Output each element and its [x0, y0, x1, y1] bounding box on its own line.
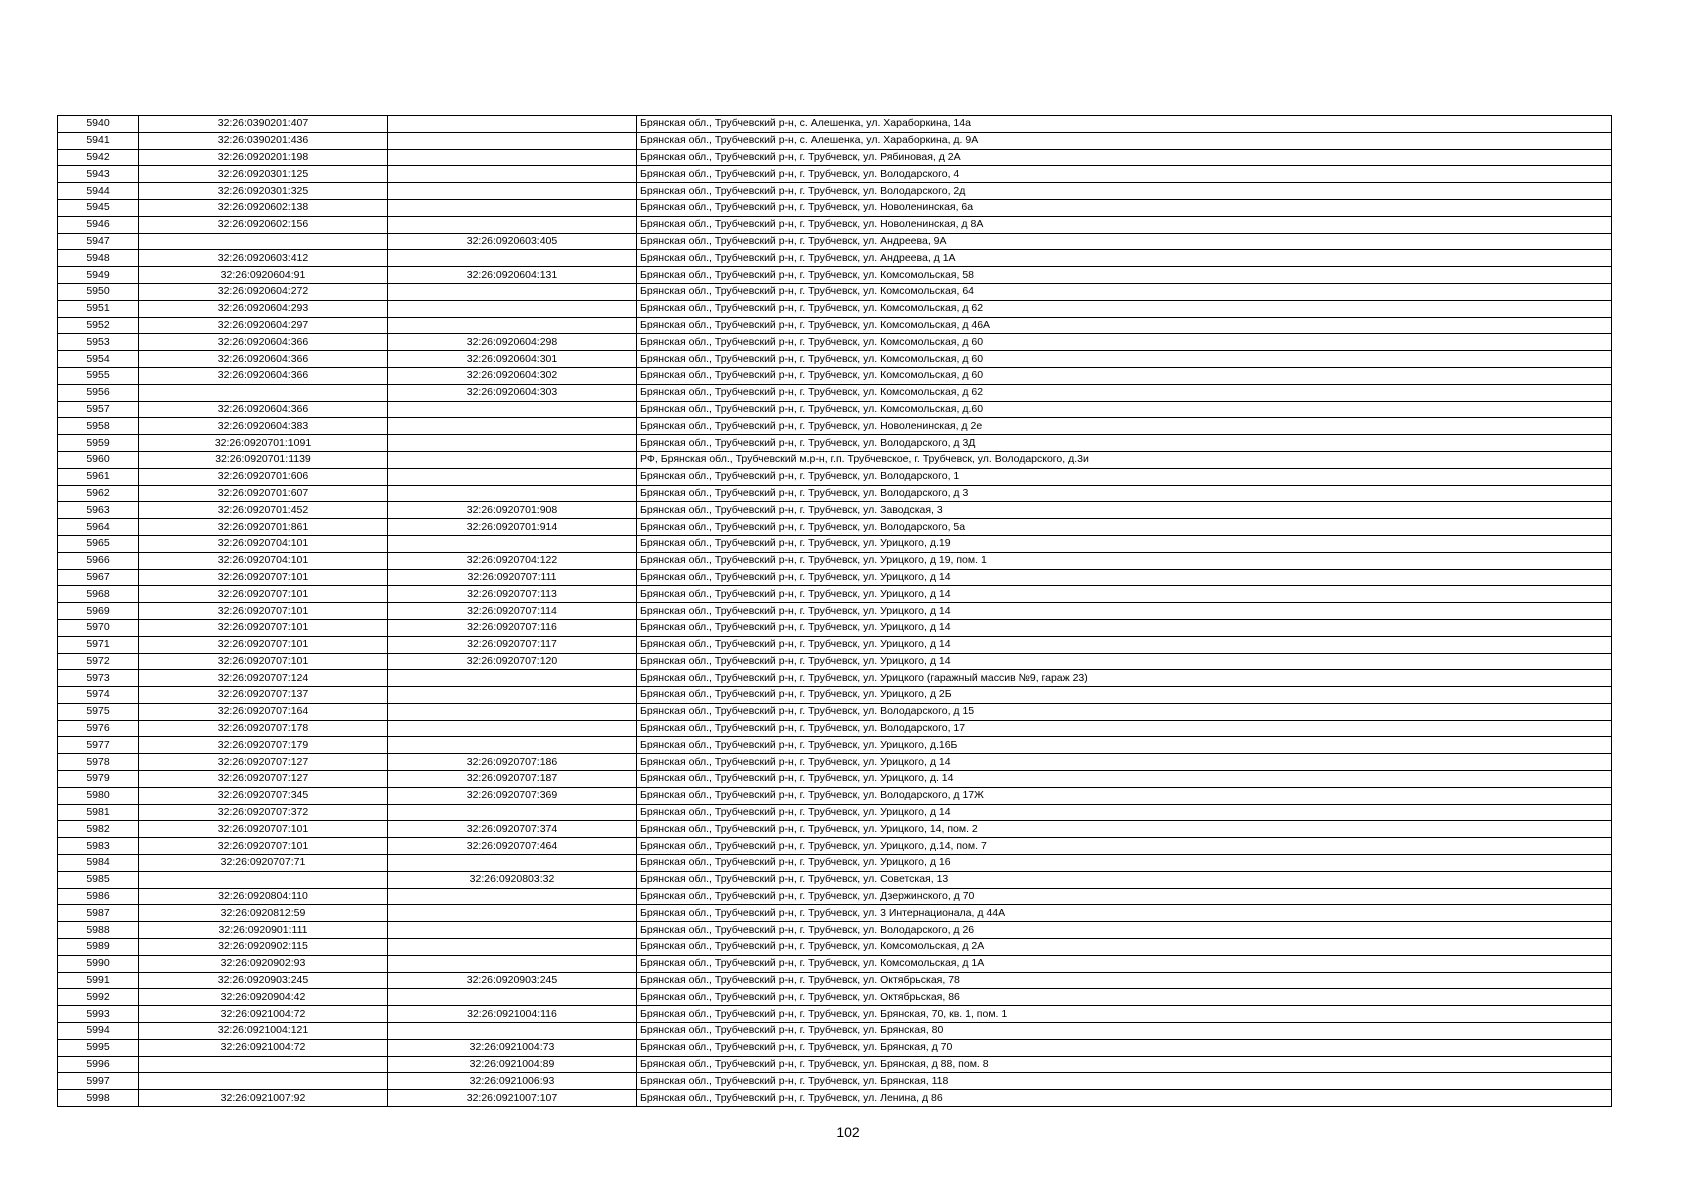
cadastral-number-cell: 32:26:0920707:124 — [139, 670, 388, 687]
address-cell: Брянская обл., Трубчевский р-н, г. Трубчевск, ул. Комсомольская, д.60 — [637, 401, 1612, 418]
table-row — [58, 888, 1612, 905]
table-row — [58, 519, 1612, 536]
address-cell: Брянская обл., Трубчевский р-н, г. Трубчевск, ул. Володарского, 1 — [637, 468, 1612, 485]
linked-cadastral-number-cell — [388, 300, 637, 317]
address-cell: Брянская обл., Трубчевский р-н, г. Трубчевск, ул. Комсомольская, д 60 — [637, 334, 1612, 351]
table-row — [58, 166, 1612, 183]
linked-cadastral-number-cell — [388, 922, 637, 939]
address-cell: Брянская обл., Трубчевский р-н, г. Трубчевск, ул. Володарского, д 3 — [637, 485, 1612, 502]
address-cell: Брянская обл., Трубчевский р-н, с. Алешенка, ул. Хараборкина, д. 9А — [637, 132, 1612, 149]
table-row — [58, 367, 1612, 384]
row-number-cell: 5994 — [58, 1023, 139, 1040]
table-row — [58, 972, 1612, 989]
table-row — [58, 855, 1612, 872]
cadastral-number-cell: 32:26:0920707:101 — [139, 838, 388, 855]
table-row — [58, 1090, 1612, 1107]
table-row — [58, 569, 1612, 586]
cadastral-number-cell: 32:26:0920604:366 — [139, 351, 388, 368]
linked-cadastral-number-cell — [388, 905, 637, 922]
address-cell: Брянская обл., Трубчевский р-н, г. Трубчевск, ул. Андреева, д 1А — [637, 250, 1612, 267]
address-cell: Брянская обл., Трубчевский р-н, г. Трубчевск, ул. Комсомольская, 58 — [637, 267, 1612, 284]
table-row — [58, 132, 1612, 149]
linked-cadastral-number-cell: 32:26:0920903:245 — [388, 972, 637, 989]
table-row — [58, 1039, 1612, 1056]
table-row — [58, 871, 1612, 888]
address-cell: Брянская обл., Трубчевский р-н, г. Трубчевск, ул. Рябиновая, д 2А — [637, 149, 1612, 166]
linked-cadastral-number-cell: 32:26:0920707:114 — [388, 603, 637, 620]
table-row — [58, 334, 1612, 351]
table-row — [58, 619, 1612, 636]
address-cell: Брянская обл., Трубчевский р-н, г. Трубчевск, ул. Брянская, 70, кв. 1, пом. 1 — [637, 1006, 1612, 1023]
address-cell: Брянская обл., Трубчевский р-н, г. Трубчевск, ул. Урицкого, д 16 — [637, 855, 1612, 872]
cadastral-number-cell — [139, 871, 388, 888]
cadastral-number-cell: 32:26:0920707:137 — [139, 687, 388, 704]
address-cell: Брянская обл., Трубчевский р-н, г. Трубчевск, ул. Заводская, 3 — [637, 502, 1612, 519]
cadastral-number-cell — [139, 384, 388, 401]
cadastral-number-cell: 32:26:0920604:293 — [139, 300, 388, 317]
cadastral-number-cell: 32:26:0920707:178 — [139, 720, 388, 737]
cadastral-number-cell: 32:26:0920707:101 — [139, 603, 388, 620]
row-number-cell: 5960 — [58, 451, 139, 468]
table-row — [58, 216, 1612, 233]
table-row — [58, 250, 1612, 267]
address-cell: Брянская обл., Трубчевский р-н, г. Трубчевск, ул. Комсомольская, 64 — [637, 283, 1612, 300]
cadastral-number-cell: 32:26:0920707:127 — [139, 754, 388, 771]
linked-cadastral-number-cell — [388, 720, 637, 737]
row-number-cell: 5946 — [58, 216, 139, 233]
row-number-cell: 5955 — [58, 367, 139, 384]
table-row — [58, 502, 1612, 519]
cadastral-number-cell: 32:26:0920704:101 — [139, 535, 388, 552]
linked-cadastral-number-cell — [388, 317, 637, 334]
address-cell: Брянская обл., Трубчевский р-н, г. Трубчевск, ул. Андреева, 9А — [637, 233, 1612, 250]
address-cell: РФ, Брянская обл., Трубчевский м.р-н, г.п. Трубчевское, г. Трубчевск, ул. Володарского, д.3и — [637, 451, 1612, 468]
registry-body — [58, 116, 1612, 1107]
linked-cadastral-number-cell — [388, 250, 637, 267]
table-row — [58, 384, 1612, 401]
cadastral-number-cell: 32:26:0920901:111 — [139, 922, 388, 939]
address-cell: Брянская обл., Трубчевский р-н, г. Трубчевск, ул. Володарского, 17 — [637, 720, 1612, 737]
cadastral-number-cell: 32:26:0920707:179 — [139, 737, 388, 754]
address-cell: Брянская обл., Трубчевский р-н, г. Трубчевск, ул. Комсомольская, д 60 — [637, 351, 1612, 368]
address-cell: Брянская обл., Трубчевский р-н, г. Трубчевск, ул. Урицкого, д 14 — [637, 653, 1612, 670]
row-number-cell: 5945 — [58, 199, 139, 216]
cadastral-number-cell: 32:26:0920902:93 — [139, 955, 388, 972]
address-cell: Брянская обл., Трубчевский р-н, г. Трубчевск, ул. Новоленинская, д 8А — [637, 216, 1612, 233]
address-cell: Брянская обл., Трубчевский р-н, г. Трубчевск, ул. Дзержинского, д 70 — [637, 888, 1612, 905]
address-cell: Брянская обл., Трубчевский р-н, г. Трубчевск, ул. Октябрьская, 86 — [637, 989, 1612, 1006]
linked-cadastral-number-cell: 32:26:0920604:298 — [388, 334, 637, 351]
row-number-cell: 5996 — [58, 1056, 139, 1073]
table-row — [58, 653, 1612, 670]
table-row — [58, 821, 1612, 838]
cadastral-number-cell: 32:26:0920707:101 — [139, 569, 388, 586]
cadastral-number-cell: 32:26:0920602:138 — [139, 199, 388, 216]
row-number-cell: 5973 — [58, 670, 139, 687]
cadastral-number-cell — [139, 233, 388, 250]
address-cell: Брянская обл., Трубчевский р-н, г. Трубчевск, ул. Урицкого, 14, пом. 2 — [637, 821, 1612, 838]
linked-cadastral-number-cell — [388, 939, 637, 956]
address-cell: Брянская обл., Трубчевский р-н, г. Трубчевск, ул. Володарского, д 3Д — [637, 435, 1612, 452]
cadastral-number-cell: 32:26:0920707:101 — [139, 619, 388, 636]
table-row — [58, 1056, 1612, 1073]
row-number-cell: 5974 — [58, 687, 139, 704]
row-number-cell: 5989 — [58, 939, 139, 956]
linked-cadastral-number-cell — [388, 418, 637, 435]
cadastral-number-cell: 32:26:0920701:1091 — [139, 435, 388, 452]
cadastral-number-cell: 32:26:0920904:42 — [139, 989, 388, 1006]
address-cell: Брянская обл., Трубчевский р-н, г. Трубчевск, ул. Урицкого, д 14 — [637, 804, 1612, 821]
address-cell: Брянская обл., Трубчевский р-н, г. Трубчевск, ул. Комсомольская, д 62 — [637, 384, 1612, 401]
cadastral-number-cell: 32:26:0920704:101 — [139, 552, 388, 569]
row-number-cell: 5952 — [58, 317, 139, 334]
cadastral-number-cell: 32:26:0920707:345 — [139, 787, 388, 804]
address-cell: Брянская обл., Трубчевский р-н, г. Трубчевск, ул. Володарского, д 15 — [637, 703, 1612, 720]
address-cell: Брянская обл., Трубчевский р-н, с. Алешенка, ул. Хараборкина, 14а — [637, 116, 1612, 133]
row-number-cell: 5951 — [58, 300, 139, 317]
row-number-cell: 5980 — [58, 787, 139, 804]
row-number-cell: 5958 — [58, 418, 139, 435]
row-number-cell: 5967 — [58, 569, 139, 586]
linked-cadastral-number-cell — [388, 888, 637, 905]
row-number-cell: 5983 — [58, 838, 139, 855]
address-cell: Брянская обл., Трубчевский р-н, г. Трубчевск, ул. Урицкого, д 14 — [637, 619, 1612, 636]
table-row — [58, 670, 1612, 687]
table-row — [58, 703, 1612, 720]
cadastral-number-cell: 32:26:0920603:412 — [139, 250, 388, 267]
linked-cadastral-number-cell — [388, 989, 637, 1006]
cadastral-number-cell: 32:26:0920604:272 — [139, 283, 388, 300]
linked-cadastral-number-cell — [388, 435, 637, 452]
linked-cadastral-number-cell — [388, 401, 637, 418]
cadastral-number-cell: 32:26:0921004:72 — [139, 1006, 388, 1023]
table-row — [58, 418, 1612, 435]
table-row — [58, 955, 1612, 972]
row-number-cell: 5947 — [58, 233, 139, 250]
row-number-cell: 5971 — [58, 636, 139, 653]
linked-cadastral-number-cell: 32:26:0920707:186 — [388, 754, 637, 771]
table-row — [58, 939, 1612, 956]
cadastral-number-cell: 32:26:0920701:607 — [139, 485, 388, 502]
linked-cadastral-number-cell: 32:26:0920707:464 — [388, 838, 637, 855]
address-cell: Брянская обл., Трубчевский р-н, г. Трубчевск, ул. Октябрьская, 78 — [637, 972, 1612, 989]
row-number-cell: 5965 — [58, 535, 139, 552]
cadastral-number-cell: 32:26:0920903:245 — [139, 972, 388, 989]
address-cell: Брянская обл., Трубчевский р-н, г. Трубчевск, ул. Урицкого, д 2Б — [637, 687, 1612, 704]
address-cell: Брянская обл., Трубчевский р-н, г. Трубчевск, ул. Урицкого, д.16Б — [637, 737, 1612, 754]
table-row — [58, 586, 1612, 603]
row-number-cell: 5997 — [58, 1073, 139, 1090]
address-cell: Брянская обл., Трубчевский р-н, г. Трубчевск, ул. Комсомольская, д 1А — [637, 955, 1612, 972]
table-row — [58, 199, 1612, 216]
cadastral-number-cell: 32:26:0920707:127 — [139, 771, 388, 788]
table-row — [58, 1073, 1612, 1090]
table-row — [58, 636, 1612, 653]
cadastral-number-cell: 32:26:0920707:101 — [139, 821, 388, 838]
page-number: 102 — [836, 1124, 860, 1140]
table-row — [58, 317, 1612, 334]
address-cell: Брянская обл., Трубчевский р-н, г. Трубчевск, ул. 3 Интернационала, д 44А — [637, 905, 1612, 922]
table-row — [58, 737, 1612, 754]
address-cell: Брянская обл., Трубчевский р-н, г. Трубчевск, ул. Новоленинская, д 2е — [637, 418, 1612, 435]
row-number-cell: 5966 — [58, 552, 139, 569]
cadastral-number-cell: 32:26:0920602:156 — [139, 216, 388, 233]
cadastral-number-cell: 32:26:0390201:436 — [139, 132, 388, 149]
address-cell: Брянская обл., Трубчевский р-н, г. Трубчевск, ул. Урицкого, д 14 — [637, 636, 1612, 653]
address-cell: Брянская обл., Трубчевский р-н, г. Трубчевск, ул. Урицкого, д 14 — [637, 586, 1612, 603]
table-row — [58, 687, 1612, 704]
table-row — [58, 535, 1612, 552]
table-row — [58, 838, 1612, 855]
address-cell: Брянская обл., Трубчевский р-н, г. Трубчевск, ул. Урицкого, д.14, пом. 7 — [637, 838, 1612, 855]
linked-cadastral-number-cell — [388, 1023, 637, 1040]
cadastral-number-cell: 32:26:0921007:92 — [139, 1090, 388, 1107]
linked-cadastral-number-cell — [388, 670, 637, 687]
cadastral-number-cell: 32:26:0920301:325 — [139, 183, 388, 200]
address-cell: Брянская обл., Трубчевский р-н, г. Трубчевск, ул. Урицкого, д 14 — [637, 603, 1612, 620]
cadastral-number-cell: 32:26:0390201:407 — [139, 116, 388, 133]
row-number-cell: 5969 — [58, 603, 139, 620]
table-row — [58, 754, 1612, 771]
table-row — [58, 552, 1612, 569]
table-row — [58, 435, 1612, 452]
row-number-cell: 5975 — [58, 703, 139, 720]
table-row — [58, 720, 1612, 737]
linked-cadastral-number-cell: 32:26:0920707:113 — [388, 586, 637, 603]
linked-cadastral-number-cell — [388, 283, 637, 300]
row-number-cell: 5963 — [58, 502, 139, 519]
linked-cadastral-number-cell: 32:26:0920707:187 — [388, 771, 637, 788]
row-number-cell: 5985 — [58, 871, 139, 888]
cadastral-number-cell: 32:26:0920604:366 — [139, 334, 388, 351]
linked-cadastral-number-cell — [388, 183, 637, 200]
linked-cadastral-number-cell: 32:26:0920603:405 — [388, 233, 637, 250]
linked-cadastral-number-cell — [388, 166, 637, 183]
table-row — [58, 283, 1612, 300]
address-cell: Брянская обл., Трубчевский р-н, г. Трубчевск, ул. Володарского, д 17Ж — [637, 787, 1612, 804]
linked-cadastral-number-cell: 32:26:0920707:111 — [388, 569, 637, 586]
row-number-cell: 5942 — [58, 149, 139, 166]
linked-cadastral-number-cell: 32:26:0920701:914 — [388, 519, 637, 536]
linked-cadastral-number-cell: 32:26:0920803:32 — [388, 871, 637, 888]
cadastral-number-cell: 32:26:0920701:452 — [139, 502, 388, 519]
row-number-cell: 5961 — [58, 468, 139, 485]
cadastral-number-cell: 32:26:0920301:125 — [139, 166, 388, 183]
cadastral-number-cell: 32:26:0920701:1139 — [139, 451, 388, 468]
row-number-cell: 5981 — [58, 804, 139, 821]
cadastral-number-cell: 32:26:0920604:383 — [139, 418, 388, 435]
linked-cadastral-number-cell — [388, 132, 637, 149]
cadastral-number-cell: 32:26:0920707:71 — [139, 855, 388, 872]
linked-cadastral-number-cell — [388, 804, 637, 821]
address-cell: Брянская обл., Трубчевский р-н, г. Трубчевск, ул. Комсомольская, д 2А — [637, 939, 1612, 956]
row-number-cell: 5977 — [58, 737, 139, 754]
linked-cadastral-number-cell — [388, 485, 637, 502]
table-row — [58, 300, 1612, 317]
cadastral-number-cell: 32:26:0920604:297 — [139, 317, 388, 334]
address-cell: Брянская обл., Трубчевский р-н, г. Трубчевск, ул. Урицкого, д 14 — [637, 754, 1612, 771]
row-number-cell: 5992 — [58, 989, 139, 1006]
address-cell: Брянская обл., Трубчевский р-н, г. Трубчевск, ул. Советская, 13 — [637, 871, 1612, 888]
address-cell: Брянская обл., Трубчевский р-н, г. Трубчевск, ул. Брянская, д 88, пом. 8 — [637, 1056, 1612, 1073]
table-row — [58, 1023, 1612, 1040]
cadastral-number-cell: 32:26:0920707:101 — [139, 653, 388, 670]
row-number-cell: 5941 — [58, 132, 139, 149]
cadastral-number-cell — [139, 1073, 388, 1090]
linked-cadastral-number-cell: 32:26:0920604:131 — [388, 267, 637, 284]
row-number-cell: 5990 — [58, 955, 139, 972]
linked-cadastral-number-cell — [388, 535, 637, 552]
table-row — [58, 603, 1612, 620]
table-row — [58, 905, 1612, 922]
address-cell: Брянская обл., Трубчевский р-н, г. Трубчевск, ул. Урицкого, д.19 — [637, 535, 1612, 552]
row-number-cell: 5982 — [58, 821, 139, 838]
row-number-cell: 5976 — [58, 720, 139, 737]
linked-cadastral-number-cell — [388, 451, 637, 468]
row-number-cell: 5954 — [58, 351, 139, 368]
row-number-cell: 5998 — [58, 1090, 139, 1107]
row-number-cell: 5950 — [58, 283, 139, 300]
table-row — [58, 233, 1612, 250]
table-row — [58, 401, 1612, 418]
address-cell: Брянская обл., Трубчевский р-н, г. Трубчевск, ул. Комсомольская, д 62 — [637, 300, 1612, 317]
cadastral-number-cell: 32:26:0920707:101 — [139, 586, 388, 603]
row-number-cell: 5944 — [58, 183, 139, 200]
address-cell: Брянская обл., Трубчевский р-н, г. Трубчевск, ул. Брянская, д 70 — [637, 1039, 1612, 1056]
table-row — [58, 183, 1612, 200]
row-number-cell: 5984 — [58, 855, 139, 872]
row-number-cell: 5957 — [58, 401, 139, 418]
address-cell: Брянская обл., Трубчевский р-н, г. Трубчевск, ул. Брянская, 118 — [637, 1073, 1612, 1090]
linked-cadastral-number-cell: 32:26:0920701:908 — [388, 502, 637, 519]
linked-cadastral-number-cell: 32:26:0921007:107 — [388, 1090, 637, 1107]
row-number-cell: 5956 — [58, 384, 139, 401]
row-number-cell: 5995 — [58, 1039, 139, 1056]
cadastral-number-cell: 32:26:0920707:164 — [139, 703, 388, 720]
address-cell: Брянская обл., Трубчевский р-н, г. Трубчевск, ул. Урицкого, д. 14 — [637, 771, 1612, 788]
linked-cadastral-number-cell — [388, 737, 637, 754]
table-row — [58, 771, 1612, 788]
table-row — [58, 351, 1612, 368]
linked-cadastral-number-cell — [388, 468, 637, 485]
linked-cadastral-number-cell: 32:26:0920707:117 — [388, 636, 637, 653]
cadastral-number-cell: 32:26:0920604:366 — [139, 367, 388, 384]
linked-cadastral-number-cell: 32:26:0921004:116 — [388, 1006, 637, 1023]
row-number-cell: 5964 — [58, 519, 139, 536]
row-number-cell: 5949 — [58, 267, 139, 284]
address-cell: Брянская обл., Трубчевский р-н, г. Трубчевск, ул. Комсомольская, д 60 — [637, 367, 1612, 384]
address-cell: Брянская обл., Трубчевский р-н, г. Трубчевск, ул. Урицкого (гаражный массив №9, гараж 23) — [637, 670, 1612, 687]
row-number-cell: 5962 — [58, 485, 139, 502]
table-row — [58, 989, 1612, 1006]
linked-cadastral-number-cell: 32:26:0920707:369 — [388, 787, 637, 804]
cadastral-number-cell: 32:26:0921004:72 — [139, 1039, 388, 1056]
table-row — [58, 1006, 1612, 1023]
row-number-cell: 5987 — [58, 905, 139, 922]
cadastral-number-cell: 32:26:0920812:59 — [139, 905, 388, 922]
linked-cadastral-number-cell: 32:26:0920707:116 — [388, 619, 637, 636]
cadastral-number-cell: 32:26:0920707:372 — [139, 804, 388, 821]
row-number-cell: 5972 — [58, 653, 139, 670]
address-cell: Брянская обл., Трубчевский р-н, г. Трубчевск, ул. Новоленинская, 6а — [637, 199, 1612, 216]
cadastral-number-cell: 32:26:0920701:606 — [139, 468, 388, 485]
address-cell: Брянская обл., Трубчевский р-н, г. Трубчевск, ул. Володарского, д 26 — [637, 922, 1612, 939]
linked-cadastral-number-cell — [388, 116, 637, 133]
linked-cadastral-number-cell — [388, 955, 637, 972]
address-cell: Брянская обл., Трубчевский р-н, г. Трубчевск, ул. Урицкого, д 19, пом. 1 — [637, 552, 1612, 569]
cadastral-number-cell: 32:26:0920201:198 — [139, 149, 388, 166]
row-number-cell: 5968 — [58, 586, 139, 603]
address-cell: Брянская обл., Трубчевский р-н, г. Трубчевск, ул. Ленина, д 86 — [637, 1090, 1612, 1107]
row-number-cell: 5988 — [58, 922, 139, 939]
row-number-cell: 5943 — [58, 166, 139, 183]
table-row — [58, 804, 1612, 821]
address-cell: Брянская обл., Трубчевский р-н, г. Трубчевск, ул. Володарского, 5а — [637, 519, 1612, 536]
table-row — [58, 468, 1612, 485]
address-cell: Брянская обл., Трубчевский р-н, г. Трубчевск, ул. Комсомольская, д 46А — [637, 317, 1612, 334]
row-number-cell: 5978 — [58, 754, 139, 771]
linked-cadastral-number-cell — [388, 703, 637, 720]
table-row — [58, 149, 1612, 166]
table-row — [58, 787, 1612, 804]
row-number-cell: 5948 — [58, 250, 139, 267]
linked-cadastral-number-cell — [388, 216, 637, 233]
linked-cadastral-number-cell — [388, 855, 637, 872]
linked-cadastral-number-cell — [388, 687, 637, 704]
linked-cadastral-number-cell: 32:26:0921006:93 — [388, 1073, 637, 1090]
address-cell: Брянская обл., Трубчевский р-н, г. Трубчевск, ул. Володарского, 4 — [637, 166, 1612, 183]
linked-cadastral-number-cell: 32:26:0920704:122 — [388, 552, 637, 569]
linked-cadastral-number-cell — [388, 149, 637, 166]
linked-cadastral-number-cell — [388, 199, 637, 216]
address-cell: Брянская обл., Трубчевский р-н, г. Трубчевск, ул. Урицкого, д 14 — [637, 569, 1612, 586]
table-row — [58, 451, 1612, 468]
linked-cadastral-number-cell: 32:26:0920707:120 — [388, 653, 637, 670]
linked-cadastral-number-cell: 32:26:0920707:374 — [388, 821, 637, 838]
table-row — [58, 922, 1612, 939]
row-number-cell: 5993 — [58, 1006, 139, 1023]
linked-cadastral-number-cell: 32:26:0921004:73 — [388, 1039, 637, 1056]
cadastral-number-cell: 32:26:0920701:861 — [139, 519, 388, 536]
row-number-cell: 5991 — [58, 972, 139, 989]
address-cell: Брянская обл., Трубчевский р-н, г. Трубчевск, ул. Брянская, 80 — [637, 1023, 1612, 1040]
linked-cadastral-number-cell: 32:26:0920604:301 — [388, 351, 637, 368]
table-row — [58, 267, 1612, 284]
linked-cadastral-number-cell: 32:26:0920604:302 — [388, 367, 637, 384]
cadastral-number-cell: 32:26:0920902:115 — [139, 939, 388, 956]
registry-table — [57, 115, 1612, 1107]
cadastral-number-cell — [139, 1056, 388, 1073]
cadastral-number-cell: 32:26:0921004:121 — [139, 1023, 388, 1040]
address-cell: Брянская обл., Трубчевский р-н, г. Трубчевск, ул. Володарского, 2д — [637, 183, 1612, 200]
cadastral-number-cell: 32:26:0920604:91 — [139, 267, 388, 284]
cadastral-number-cell: 32:26:0920604:366 — [139, 401, 388, 418]
linked-cadastral-number-cell: 32:26:0921004:89 — [388, 1056, 637, 1073]
table-row — [58, 485, 1612, 502]
linked-cadastral-number-cell: 32:26:0920604:303 — [388, 384, 637, 401]
row-number-cell: 5986 — [58, 888, 139, 905]
cadastral-number-cell: 32:26:0920707:101 — [139, 636, 388, 653]
row-number-cell: 5940 — [58, 116, 139, 133]
row-number-cell: 5979 — [58, 771, 139, 788]
row-number-cell: 5953 — [58, 334, 139, 351]
table-row — [58, 116, 1612, 133]
cadastral-number-cell: 32:26:0920804:110 — [139, 888, 388, 905]
row-number-cell: 5959 — [58, 435, 139, 452]
row-number-cell: 5970 — [58, 619, 139, 636]
